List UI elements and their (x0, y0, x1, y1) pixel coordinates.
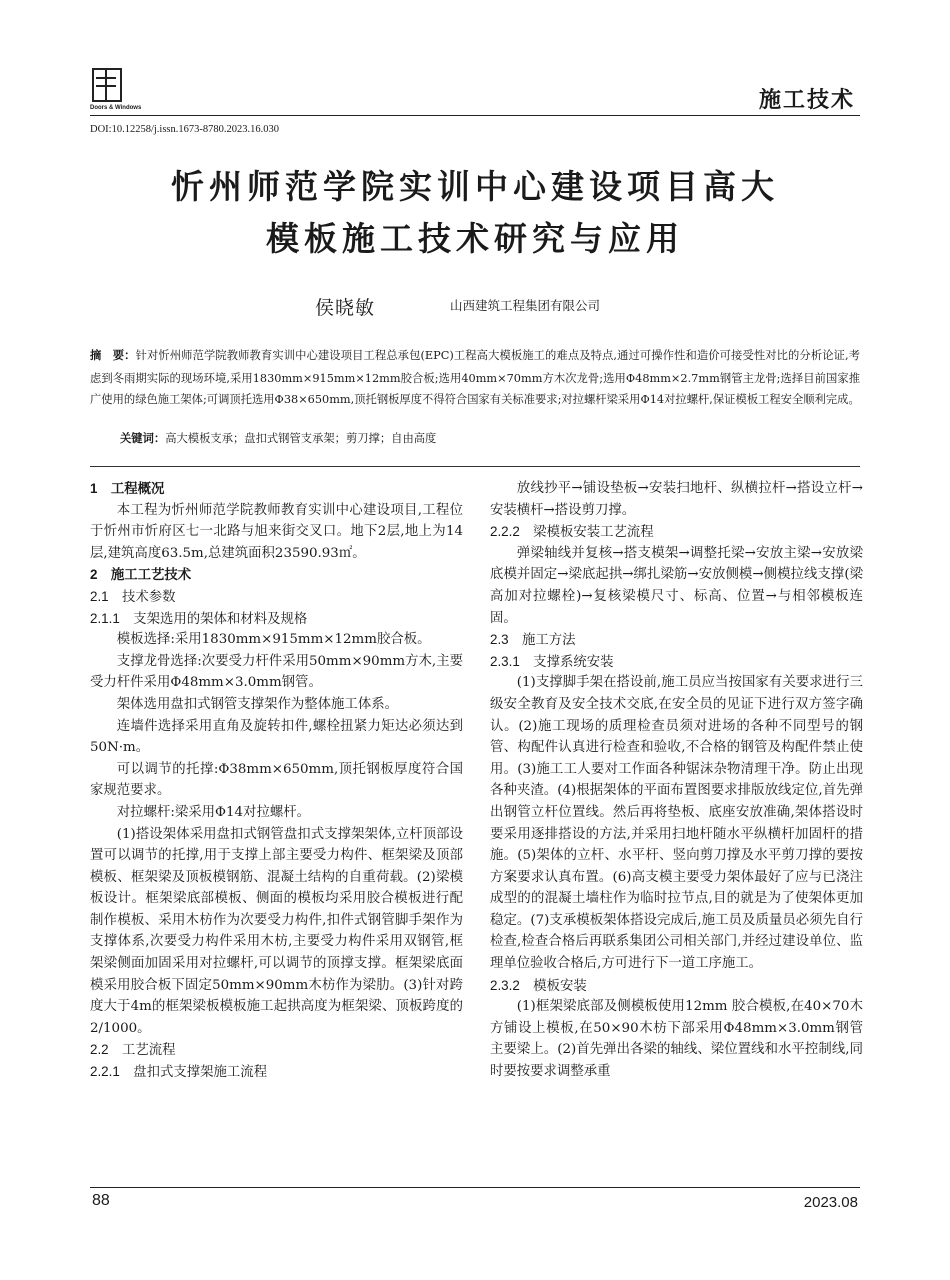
paragraph: 支撑龙骨选择:次要受力杆件采用50mm×90mm方木,主要受力杆件采用Φ48mm×3.0mm钢管。 (90, 653, 463, 691)
header-rule (90, 115, 860, 116)
heading-2-3: 2.3 施工方法 (490, 632, 576, 648)
logo-text: Doors & Windows (90, 105, 142, 111)
right-column (490, 478, 863, 1083)
door-icon (92, 68, 122, 102)
heading-2-2-1: 2.2.1 盘扣式支撑架施工流程 (90, 1064, 268, 1080)
heading-2-3-2: 2.3.2 模板安装 (490, 977, 587, 993)
heading-2-2-2: 2.2.2 梁模板安装工艺流程 (490, 524, 654, 540)
heading-2-2: 2.2 工艺流程 (90, 1042, 176, 1058)
heading-1: 1 工程概况 (90, 481, 165, 496)
section-tag: 施工技术 (758, 87, 855, 113)
abstract-text: 针对忻州师范学院教师教育实训中心建设项目工程总承包(EPC)工程高大模板施工的难点及特点,通过可操作性和造价可接受性对比的分析论证,考虑到冬雨期实际的现场环境,采用1830mm×915mm×12mm胶合板;选用40mm×70mm方木次龙骨;选用Φ48mm×2.7mm钢管主龙骨;选择目前国家推广使用的绿色施工架体;可调顶托选用Φ38×650mm,顶托钢板厚度不得符合国家有关标准要求;对拉螺杆梁采用Φ14对拉螺杆,保证模板工程安全顺利完成。 (90, 349, 860, 406)
paragraph: (1)框架梁底部及侧模板使用12mm 胶合模板,在40×70木方铺设上模板,在50×90木枋下部采用Φ48mm×3.0mm钢管主要梁上。(2)首先弹出各梁的轴线、梁位置线和水平控制线,同时要按要求调整承重 (490, 999, 863, 1080)
paragraph: (1)支撑脚手架在搭设前,施工员应当按国家有关要求进行三级安全教育及安全技术交底,在安全员的见证下进行双方签字确认。(2)施工现场的质理检查员须对进场的各种不同型号的钢管、构配件认真进行检查和验收,不合格的钢管及构配件禁止使用。(3)施工工人要对工作面各种锯沫杂物清理干净。防止出现各种夹渣。(4)根据架体的平面布置图要求排版放线定位,首先弹出钢管立杆位置线。然后再将垫板、底座安放准确,架体搭设时要采用逐排搭设的方法,并采用扫地杆随水平纵横杆加固杆的措施。(5)架体的立杆、水平杆、竖向剪刀撑及水平剪刀撑的要按方案要求认真布置。(6)高支模主要受力架体最好了应与已浇注成型的的混凝土墙柱作为临时拉节点,目的就是为了使架体更加稳定。(7)支承模板架体搭设完成后,施工员及质量员必须先自行检查,检查合格后再联系集团公司相关部门,并经过建设单位、监理单位验收合格后,方可进行下一道工序施工。 (490, 675, 863, 972)
author: 侯晓敏 (315, 297, 376, 319)
abstract-label: 摘 要： (90, 350, 136, 362)
issue-date: 2023.08 (803, 1194, 858, 1211)
keywords-text: 高大模板支承；盘扣式钢管支承架；剪刀撑；自由高度 (165, 432, 437, 445)
affiliation: 山西建筑工程集团有限公司 (450, 298, 601, 313)
title-line-2: 模板施工技术研究与应用 (266, 219, 684, 258)
heading-2-1: 2.1 技术参数 (90, 588, 176, 604)
page-number: 88 (92, 1192, 110, 1209)
keywords (120, 430, 436, 446)
paragraph: 架体选用盘扣式钢管支撑架作为整体施工体系。 (116, 696, 398, 712)
paragraph: 放线抄平→铺设垫板→安装扫地杆、纵横拉杆→搭设立杆→安装横杆→搭设剪刀撑。 (490, 481, 863, 518)
paragraph: 对拉螺杆:梁采用Φ14对拉螺杆。 (116, 804, 311, 820)
title-line-1: 忻州师范学院实训中心建设项目高大 (171, 167, 779, 206)
paragraph: (1)搭设架体采用盘扣式钢管盘扣式支撑架架体,立杆顶部设置可以调节的托撑,用于支撑上部主要受力构件、框架梁及顶部模板、框架梁及顶板模钢筋、混凝土结构的自重荷载。(2)梁模板设计。框架梁底部模板、侧面的模板均采用胶合模板进行配制作模板、采用木枋作为次要受力构件,扣件式钢管脚手架作为支撑体系,次要受力构件采用木枋,主要受力构件采用双钢管,框架梁侧面加固采用对拉螺杆,可以调节的顶撑支撑。框架梁底面模采用胶合板下固定50mm×90mm木枋作为梁肋。(3)针对跨度大于4m的框架梁板模板施工起拱高度为框架梁、顶板跨度的2/1000。 (90, 826, 463, 1036)
abstract (90, 345, 860, 411)
journal-logo (90, 68, 170, 111)
heading-2: 2 施工工艺技术 (90, 567, 192, 583)
heading-2-3-1: 2.3.1 支撑系统安装 (490, 653, 614, 669)
paragraph: 可以调节的托撑:Φ38mm×650mm,顶托钢板厚度符合国家规范要求。 (90, 761, 463, 799)
left-column (90, 478, 463, 1083)
doi: DOI:10.12258/j.issn.1673-8780.2023.16.030 (90, 124, 279, 135)
footer-rule (90, 1187, 860, 1188)
keywords-label: 关键词： (120, 433, 166, 445)
heading-2-1-1: 2.1.1 支架选用的架体和材料及规格 (90, 610, 308, 626)
paragraph: 本工程为忻州师范学院教师教育实训中心建设项目,工程位于忻州市忻府区七一北路与旭来街交叉口。地下2层,地上为14层,建筑高度63.5m,总建筑面积23590.93㎡。 (90, 502, 463, 561)
paragraph: 弹梁轴线并复核→搭支模架→调整托梁→安放主梁→安放梁底模并固定→梁底起拱→绑扎梁筋→安放侧模→侧模拉线支撑(梁高加对拉螺栓)→复核梁模尺寸、标高、位置→与相邻模板连固。 (490, 545, 863, 626)
paragraph: 模板选择:采用1830mm×915mm×12mm胶合板。 (116, 632, 431, 648)
divider (90, 466, 860, 467)
paragraph: 连墙件选择采用直角及旋转扣件,螺栓扭紧力矩达必须达到50N·m。 (90, 718, 463, 756)
